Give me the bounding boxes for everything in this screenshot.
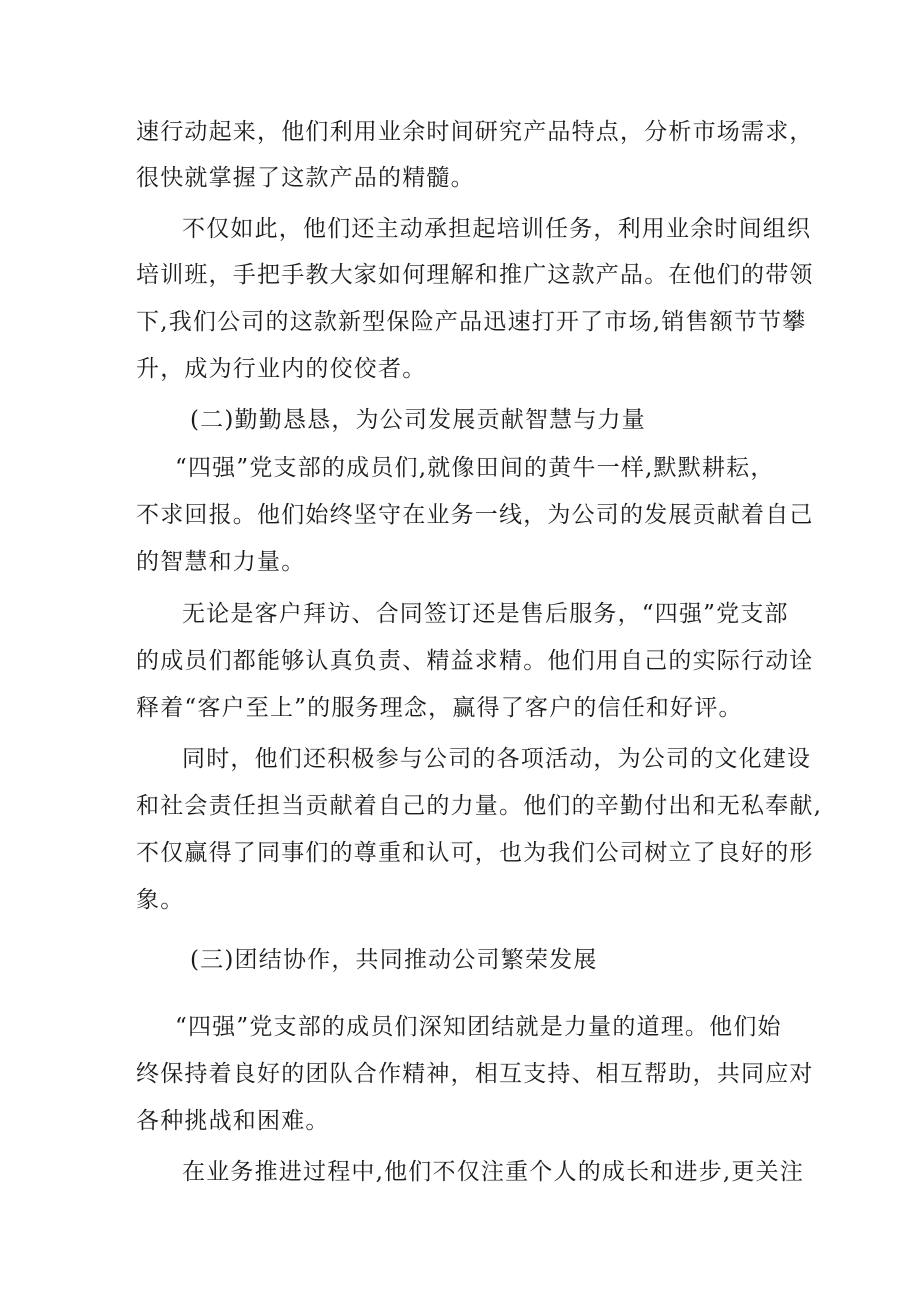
paragraph-7-line-1: 在业务推进过程中,他们不仅注重个人的成长和进步,更关注: [182, 1159, 805, 1185]
paragraph-3-line-1: “四强”党支部的成员们,就像田间的黄牛一样,默默耕耘，: [175, 455, 775, 481]
paragraph-4-line-2: 的成员们都能够认真负责、精益求精。他们用自己的实际行动诠: [136, 648, 814, 674]
section-heading-2: (二)勤勤恳恳，为公司发展贡献智慧与力量: [190, 407, 646, 433]
paragraph-1-line-2: 很快就掌握了这款产品的精髓。: [136, 165, 475, 191]
paragraph-1-line-1: 速行动起来，他们利用业余时间研究产品特点，分析市场需求，: [136, 119, 814, 145]
paragraph-4-line-1: 无论是客户拜访、合同签订还是售后服务，“四强”党支部: [182, 601, 789, 627]
paragraph-6-line-2: 终保持着良好的团队合作精神，相互支持、相互帮助，共同应对: [136, 1061, 814, 1087]
paragraph-2-line-1: 不仅如此，他们还主动承担起培训任务，利用业余时间组织: [182, 216, 812, 242]
paragraph-5-line-1: 同时，他们还积极参与公司的各项活动，为公司的文化建设: [182, 746, 812, 772]
paragraph-3-line-2: 不求回报。他们始终坚守在业务一线，为公司的发展贡献着自己: [136, 502, 814, 528]
paragraph-6-line-1: “四强”党支部的成员们深知团结就是力量的道理。他们始: [175, 1014, 782, 1040]
paragraph-6-line-3: 各种挑战和困难。: [136, 1108, 330, 1134]
paragraph-2-line-2: 培训班，手把手教大家如何理解和推广这款产品。在他们的带领: [136, 262, 814, 288]
paragraph-3-line-3: 的智慧和力量。: [136, 549, 306, 575]
paragraph-5-line-4: 象。: [136, 887, 185, 913]
paragraph-5-line-3: 不仅赢得了同事们的尊重和认可，也为我们公司树立了良好的形: [136, 840, 814, 866]
section-heading-3: (三)团结协作，共同推动公司繁荣发展: [190, 947, 598, 973]
paragraph-2-line-3: 下,我们公司的这款新型保险产品迅速打开了市场,销售额节节攀: [136, 309, 807, 335]
paragraph-5-line-2: 和社会责任担当贡献着自己的力量。他们的辛勤付出和无私奉献,: [136, 793, 823, 819]
paragraph-4-line-3: 释着“客户至上”的服务理念，赢得了客户的信任和好评。: [136, 695, 743, 721]
paragraph-2-line-4: 升，成为行业内的佼佼者。: [136, 356, 427, 382]
